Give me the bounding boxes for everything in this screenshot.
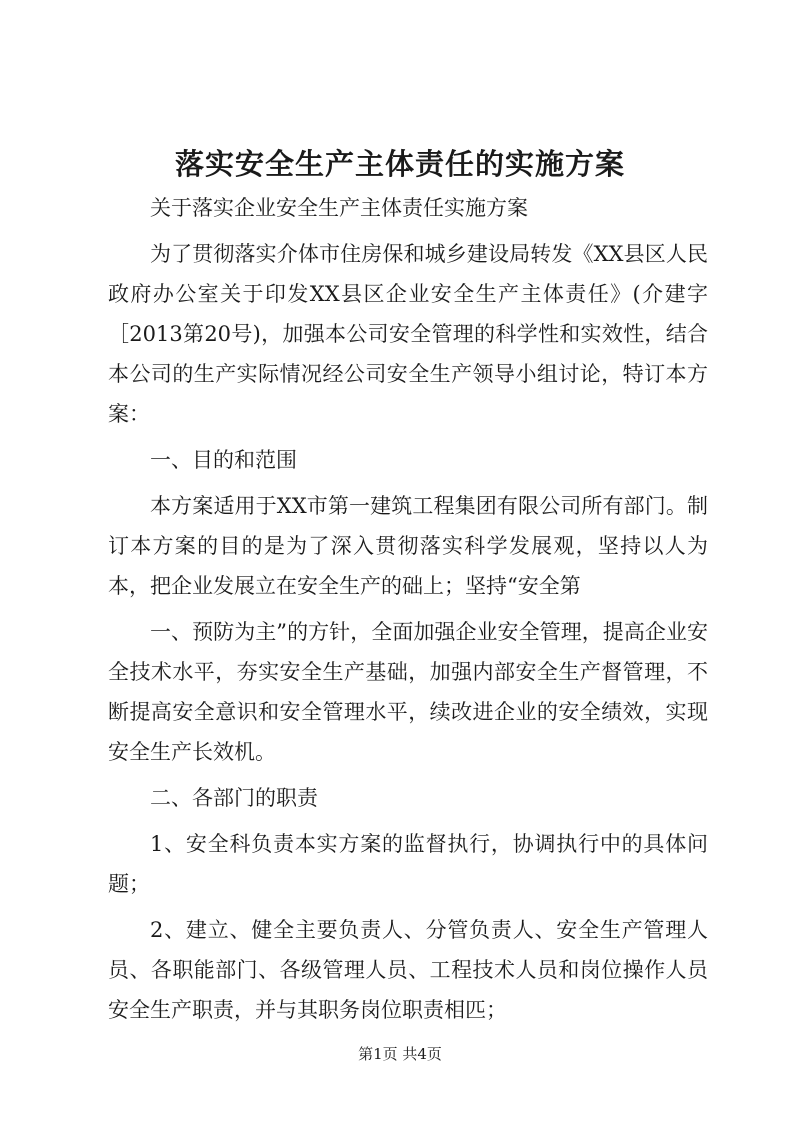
section-heading-purpose: 一、目的和范围 <box>150 448 297 472</box>
paragraph-scope: 本方案适用于XX市第一建筑工程集团有限公司所有部门。制订本方案的目的是为了深入贯彻落实科学发展观，坚持以人为本，把企业发展立在安全生产的础上；坚持“安全第 <box>108 494 708 598</box>
paragraph-duty-1: 1、安全科负责本实方案的监督执行，协调执行中的具体问题； <box>108 832 708 896</box>
document-body <box>108 188 708 1036</box>
paragraph-intro: 为了贯彻落实介体市住房保和城乡建设局转发《XX县区人民政府办公室关于印发XX县区企业安全生产主体责任》(介建字［2013第20号)，加强本公司安全管理的科学性和实效性，结合本公司的生产实际情况经公司安全生产领导小组讨论，特订本方案： <box>108 242 708 426</box>
page-number: 第1页 共4页 <box>358 1045 442 1063</box>
paragraph-policy: 一、预防为主”的方针，全面加强企业安全管理，提高企业安全技术水平，夯实安全生产基础，加强内部安全生产督管理，不断提高安全意识和安全管理水平，续改进企业的安全绩效，实现安全生产长效机。 <box>108 620 708 764</box>
section-heading-duties: 二、各部门的职责 <box>150 786 318 810</box>
paragraph-subtitle: 关于落实企业安全生产主体责任实施方案 <box>150 196 528 220</box>
paragraph-duty-2: 2、建立、健全主要负责人、分管负责人、安全生产管理人员、各职能部门、各级管理人员、工程技术人员和岗位操作人员安全生产职责，并与其职务岗位职责相匹； <box>108 918 708 1022</box>
document-title: 落实安全生产主体责任的实施方案 <box>174 147 625 181</box>
